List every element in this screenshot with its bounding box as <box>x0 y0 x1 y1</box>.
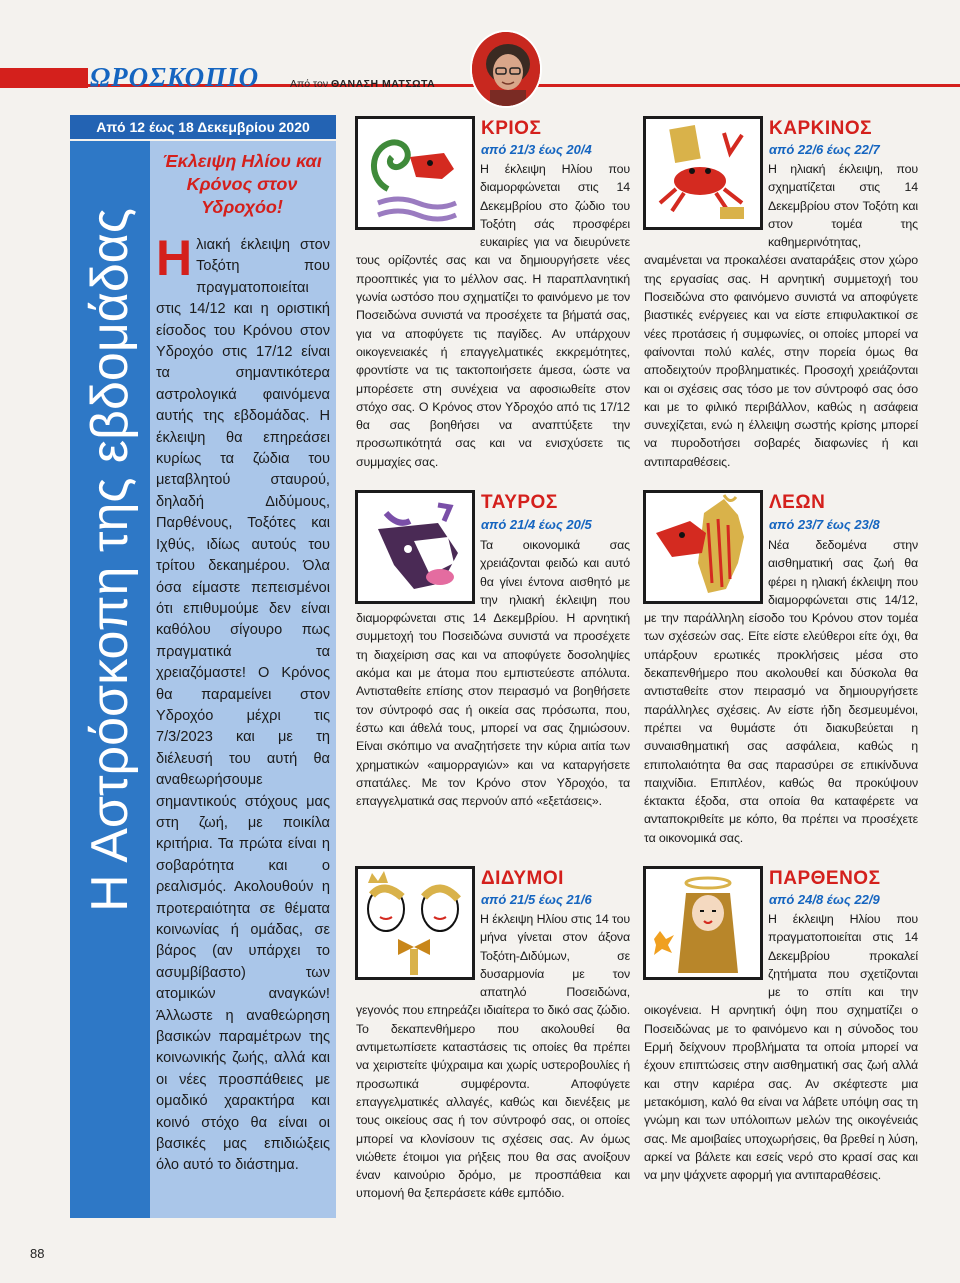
sidebar-body: λιακή έκλειψη στον Τοξότη που πραγματοποιείται στις 14/12 και η οριστική είσοδος του Κρόνου στον Υδροχόο στις 17/12 είναι τα σημαντικότερα αστρολογικά φαινόμενα αυτής της εβδομάδας. Η έκλειψη θα επηρεάσει κυρίως τα ζώδια του μεταβλητού σταυρού, δηλαδή Διδύμους, Παρθένους, Τοξότες και Ιχθύς, ιδίως αυτούς του τρίτου δεκαημέρου. Όλα όσα είμαστε πεπεισμένοι ότι επιθυμούμε δεν είναι καθόλου σίγουρο πως πραγματικά τα χρειαζόμαστε! Ο Κρόνος θα παραμείνει στον Υδροχόο μέχρι τις 7/3/2023 και με τη διέλευσή του αυτή θα αναθεωρήσουμε σημαντικούς στόχους μας στη ζωή, με ποικίλα κριτήρια. Τα πρώτα είναι η σοβαρότητα και ο ρεαλισμός. Ακολουθούν η προτεραιότητα σε θέματα κοινωνίας ή ομάδας, σε βάρος (αν υπάρχει το ασυμβίβαστο) των ατομικών αναγκών! Άλλωστε η αναθεώρηση βασικών παραμέτρων της κοινωνικής ζωής, αλλά και οι νέες προσπάθειες με ομαδικό χαρακτήρα και κοινό στόχο θα είναι οι βασικές μας επιδιώξεις όλο αυτό το διάστημα. <box>156 237 330 1174</box>
sign-name-aries: ΚΡΙΟΣ <box>481 118 542 139</box>
sign-name-leo: ΛΕΩΝ <box>769 492 826 513</box>
sidebar-headline: Έκλειψη Ηλίου και Κρόνος στον Υδροχόο! <box>162 151 322 217</box>
text-wrap-spacer <box>644 536 768 609</box>
sign-body: Η έκλειψη Ηλίου που πραγματοποιείται στις 14 Δεκεμβρίου προκαλεί ζητήματα που σχετίζονται με το σπίτι και την οικογένεια. Η αρνητική όψη που σχηματίζει ο Ποσειδώνας με το φαινόμενο και η σύνοδος του Ερμή δείχνουν προβλήματα τα οποία μπορεί να έχουν επιπτώσεις στην αισθηματική σας ζωή αλλά και στην καριέρα σας. Αν σκέφτεστε μια μετακόμιση, καλό θα είναι να λάβετε υπόψη σας τη γνώμη και των υπόλοιπων μελών της οικογένειάς σας. Με αμοιβαίες υποχωρήσεις, θα βρεθεί η λύση, αρκεί να βάλετε και εσείς νερό στο κρασί σας και να μην ψάχνετε αφορμή για αντιπαραθέσεις. <box>644 912 918 1183</box>
text-wrap-spacer <box>356 536 480 609</box>
sign-text-leo <box>644 536 918 847</box>
sign-text-cancer <box>644 160 918 471</box>
sign-dates-taurus: από 21/4 έως 20/5 <box>481 517 592 532</box>
sign-body: Η έκλειψη Ηλίου που διαμορφώνεται στις 14 Δεκεμβρίου στο ζώδιο του Τοξότη σάς προσφέρει ευκαιρίες για να διευρύνετε τους ορίζοντές σας και να δημιουργήσετε νέες προοπτικές για το μέλλον σας. Η παραπλανητική γωνία ωστόσο που σχηματίζει το φαινόμενο με τον Ποσειδώνα συνιστά να προσέχετε τα βήματά σας, για να αποφύγετε τις παγίδες. Αν υπάρχουν οικογενειακές ή επαγγελματικές εκκρεμότητες, φροντίστε να τις τακτοποιήσετε άμεσα, ώστε να μπορέσετε στη συνέχεια να αφοσιωθείτε στον στόχο σας. Ο Κρόνος στον Υδροχόο από τις 17/12 θα σας βοηθήσει να αναπτύξετε την προσωπικότητά σας και να ενισχύσετε τις συμμαχίες σας. <box>356 162 630 469</box>
sign-name-gemini: ΔΙΔΥΜΟΙ <box>481 868 564 889</box>
sidebar-article <box>156 230 330 1177</box>
vertical-title: Η Αστρόσκοπη της εβδομάδας <box>81 208 139 912</box>
text-wrap-spacer <box>644 160 768 238</box>
sign-name-taurus: ΤΑΥΡΟΣ <box>481 492 558 513</box>
week-range-banner: Από 12 έως 18 Δεκεμβρίου 2020 <box>70 115 336 139</box>
byline-prefix: Από τον <box>290 78 329 90</box>
sign-text-taurus <box>356 536 630 810</box>
sign-dates-leo: από 23/7 έως 23/8 <box>769 517 880 532</box>
page-number: 88 <box>30 1246 45 1261</box>
sign-dates-gemini: από 21/5 έως 21/6 <box>481 892 592 907</box>
sign-text-aries <box>356 160 630 471</box>
sign-dates-cancer: από 22/6 έως 22/7 <box>769 142 880 157</box>
text-wrap-spacer <box>644 910 768 988</box>
header-red-bar <box>0 68 88 88</box>
sign-dates-virgo: από 24/8 έως 22/9 <box>769 892 880 907</box>
sign-body: Νέα δεδομένα στην αισθηματική σας ζωή θα φέρει η ηλιακή έκλειψη που διαμορφώνεται στις 14/12, με την παράλληλη είσοδο του Κρόνου στον τομέα των σχέσεών σας. Είτε είστε ελεύθεροι είτε όχι, θα υπάρξουν ερωτικές προκλήσεις μέσα στο δεκαπενθήμερο που ακολουθεί και δύσκολα θα αντισταθείτε στον πειρασμό να δημιουργήσετε παράλληλες σχέσεις. Αν είστε ήδη δεσμευμένοι, πρέπει να θυμάστε ότι διακυβεύεται η συναισθηματική σας ασφάλεια, καθώς η επιπολαιότητα θα σας παρασύρει σε επικίνδυνα παιχνίδια. Επιπλέον, καθώς θα προκύψουν έκτακτα έξοδα, στα οποία θα καταφέρετε να ανταποκριθείτε με κόπο, θα πρέπει να προσέχετε τα οικονομικά σας. <box>644 538 918 845</box>
sign-name-cancer: ΚΑΡΚΙΝΟΣ <box>769 118 873 139</box>
section-title: ΩΡΟΣΚΟΠΙΟ <box>90 62 260 92</box>
byline <box>290 78 435 90</box>
sign-name-virgo: ΠΑΡΘΕΝΟΣ <box>769 868 881 889</box>
author-name: ΘΑΝΑΣΗ ΜΑΤΣΩΤΑ <box>331 78 436 90</box>
sign-body: Η ηλιακή έκλειψη, που σχηματίζεται στις 14 Δεκεμβρίου στον Τοξότη και στον τομέα της καθημερινότητας, αναμένεται να προκαλέσει αναταράξεις στον χώρο της εργασίας σας. Η αρνητική συμμετοχή του Ποσειδώνα στο φαινόμενο συνιστά να αποφύγετε βιαστικές ενέργειες και να είστε επιφυλακτικοί σε νέες προτάσεις ή συμφωνίες, οι οποίες μπορεί να φαίνονται πολύ καλές, στην πορεία όμως θα αποδειχτούν προβληματικές. Προσοχή χρειάζονται και οι σχέσεις σας τόσο με τον σύντροφό σας όσο και με το φιλικό περιβάλλον, καθώς η ασάφεια συνεχίζεται, ενώ η έλλειψη σωστής κρίσης μπορεί να πυροδοτήσει σοβαρές διαφωνίες ή και αντιπαραθέσεις. <box>644 162 918 469</box>
dropcap: Η <box>156 230 193 286</box>
sign-body: Η έκλειψη Ηλίου στις 14 του μήνα γίνεται στον άξονα Τοξότη-Διδύμων, σε δυσαρμονία με τον απατηλό Ποσειδώνα, γεγονός που επηρεάζει ιδιαίτερα το δικό σας ζώδιο. Το δεκαπενθήμερο που ακολουθεί θα αντιμετωπίσετε καταστάσεις τις οποίες θα πρέπει να χειριστείτε ψύχραιμα και χωρίς υστεροβουλίες ή προσωπικά συμφέροντα. Αποφύγετε επαγγελματικές αλλαγές, καθώς και διενέξεις με τους οικείους σας ή τον σύντροφό σας, οι οποίες μπορεί να κλονίσουν τις σχέσεις σας. Αν όμως νιώθετε έτοιμοι για ρήξεις που θα σας ανοίξουν έναν καινούριο δρόμο, με προσπάθεια και υπομονή θα ξεπεράσετε κάθε εμπόδιο. <box>356 912 630 1201</box>
sign-text-virgo <box>644 910 918 1184</box>
sign-body: Τα οικονομικά σας χρειάζονται φειδώ και αυτό θα γίνει έντονα αισθητό με την ηλιακή έκλειψη που διαμορφώνεται στις 14 Δεκεμβρίου. Η αρνητική συμμετοχή του Ποσειδώνα συνιστά να προσέχετε τη διαχείριση σας και να αποφύγετε δοσοληψίες ακόμα και με άτομα που εμπιστεύεστε απόλυτα. Αντισταθείτε επίσης στον πειρασμό να βοηθήσετε τον σύντροφό σας ή οικεία σας πρόσωπα, που, έστω και άθελά τους, μπορεί να σας ζημιώσουν. Είναι σκόπιμο να αναζητήσετε την κύρια αιτία των χρηματικών «αιμορραγιών» και να καταργήσετε σπατάλες. Με τον Κρόνο στον Υδροχόο, τα επαγγελματικά σας περνούν από «εξετάσεις». <box>356 538 630 809</box>
sign-text-gemini <box>356 910 630 1203</box>
author-photo <box>470 30 542 108</box>
text-wrap-spacer <box>356 160 480 238</box>
sign-dates-aries: από 21/3 έως 20/4 <box>481 142 592 157</box>
text-wrap-spacer <box>356 910 480 988</box>
